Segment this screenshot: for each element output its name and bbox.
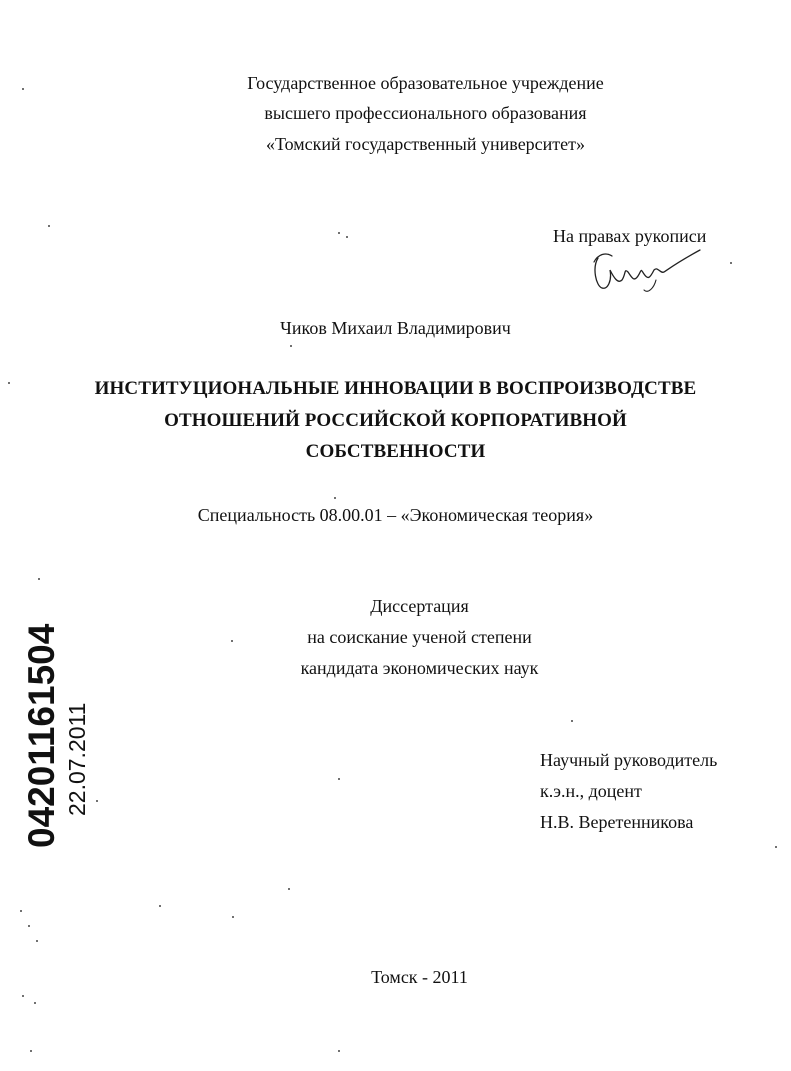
thesis-title-line-2: ОТНОШЕНИЙ РОССИЙСКОЙ КОРПОРАТИВНОЙ xyxy=(164,410,627,431)
scan-speck xyxy=(20,910,22,912)
scan-speck xyxy=(22,995,24,997)
supervisor-label: Научный руководитель xyxy=(540,750,718,770)
stamp-date: 22.07.2011 xyxy=(64,702,90,816)
library-stamp xyxy=(10,622,90,852)
scan-speck xyxy=(338,778,340,780)
scan-speck xyxy=(338,232,340,234)
degree-line-1: Диссертация xyxy=(370,596,469,616)
scan-speck xyxy=(34,1002,36,1004)
scan-speck xyxy=(775,846,777,848)
degree-line-2: на соискание ученой степени xyxy=(307,627,532,647)
institution-line-1: Государственное образовательное учреждение xyxy=(247,73,604,93)
thesis-title-line-3: СОБСТВЕННОСТИ xyxy=(305,441,486,462)
manuscript-note: На правах рукописи xyxy=(553,226,707,246)
institution-line-2: высшего профессионального образования xyxy=(264,103,587,123)
scan-speck xyxy=(232,916,234,918)
scan-speck xyxy=(96,800,98,802)
scan-speck xyxy=(346,236,348,238)
scan-speck xyxy=(28,925,30,927)
institution-line-3: «Томский государственный университет» xyxy=(265,134,586,154)
scan-speck xyxy=(38,578,40,580)
thesis-title-line-1: ИНСТИТУЦИОНАЛЬНЫЕ ИННОВАЦИИ В ВОСПРОИЗВОДСТВЕ xyxy=(94,378,697,399)
scan-speck xyxy=(288,888,290,890)
scan-speck xyxy=(231,640,233,642)
scan-speck xyxy=(48,225,50,227)
supervisor-name: Н.В. Веретенникова xyxy=(540,812,694,832)
city-year: Томск - 2011 xyxy=(371,967,468,987)
signature-image xyxy=(588,240,708,296)
stamp-number: 04201161504 xyxy=(21,623,62,848)
scan-speck xyxy=(571,720,573,722)
scan-speck xyxy=(22,88,24,90)
author-name: Чиков Михаил Владимирович xyxy=(280,318,511,338)
scan-speck xyxy=(730,262,732,264)
supervisor-degree: к.э.н., доцент xyxy=(540,781,642,801)
scan-speck xyxy=(290,345,292,347)
scan-speck xyxy=(159,905,161,907)
scan-speck xyxy=(36,940,38,942)
degree-line-3: кандидата экономических наук xyxy=(300,658,539,678)
scan-speck xyxy=(30,1050,32,1052)
scan-speck xyxy=(334,497,336,499)
scan-speck xyxy=(8,382,10,384)
specialty: Специальность 08.00.01 – «Экономическая теория» xyxy=(197,505,594,525)
scan-speck xyxy=(338,1050,340,1052)
